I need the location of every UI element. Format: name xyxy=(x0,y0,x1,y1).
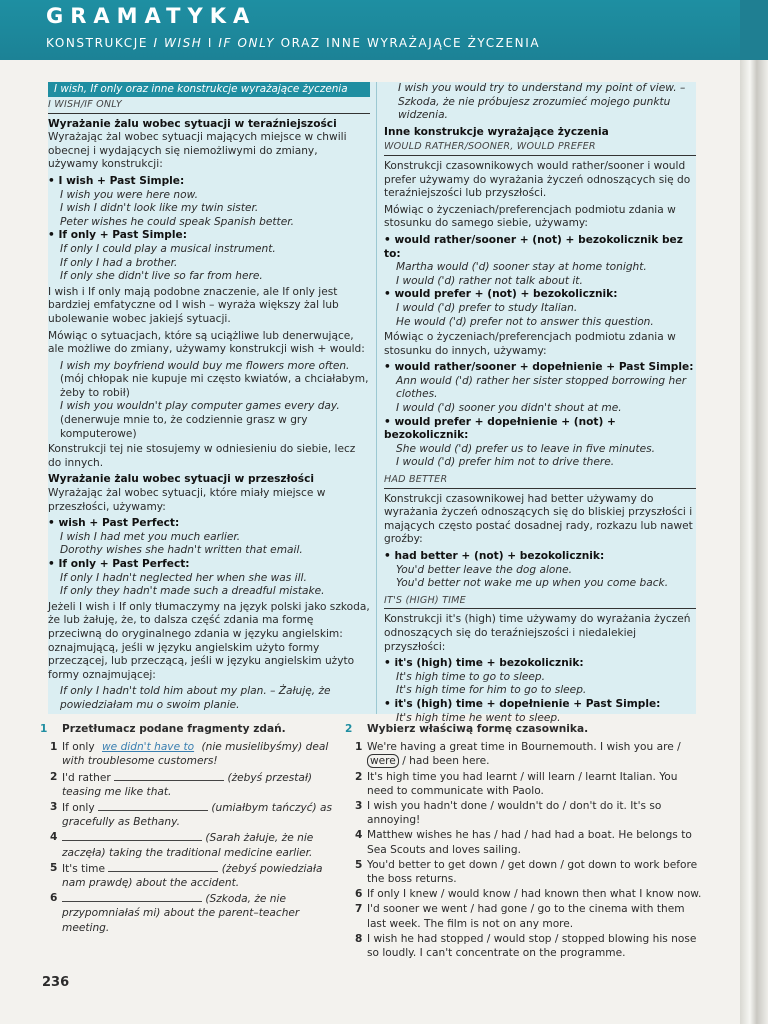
example: I wish you were here now. xyxy=(60,188,198,201)
paragraph: I wish i If only mają podobne znaczenie, ale If only jest bardziej emfatyczne od I wish – wyraża większy żal lub ubolewanie wobec jakiejś sytuacji. xyxy=(48,285,339,325)
exercise-item: 1 If only we didn't have to (nie musielibyśmy) deal with troublesome customers! xyxy=(50,741,329,768)
exercise-item: 7 I'd sooner we went / had gone / go to the cinema with them last week. The film is not on any more. xyxy=(355,903,685,930)
exercise-item: 3 I wish you hadn't done / wouldn't do / don't do it. It's so annoying! xyxy=(355,800,662,827)
exercise-item: 4 Matthew wishes he has / had / had had a boat. He belongs to Sea Scouts and loves sailing. xyxy=(355,829,692,856)
answer-blank[interactable] xyxy=(108,861,218,872)
example: I wish I had met you much earlier. xyxy=(60,530,241,543)
paragraph: Mówiąc o życzeniach/preferencjach podmiotu zdania w stosunku do innych, używamy: xyxy=(384,331,676,357)
example: I wish my boyfriend would buy me flowers more often. xyxy=(60,359,350,372)
example: If only I could play a musical instrument. xyxy=(60,242,276,255)
exercise-title: 2 Wybierz właściwą formę czasownika. xyxy=(345,723,589,735)
exercise-item: 5 It's time (żebyś powiedziała nam prawdę) about the accident. xyxy=(50,861,323,890)
paragraph: Konstrukcji tej nie stosujemy w odniesieniu do siebie, lecz do innych. xyxy=(48,443,356,469)
example: It's high time he went to sleep. xyxy=(396,711,561,724)
example: Ann would ('d) rather her sister stopped borrowing her clothes. xyxy=(396,374,687,401)
example: It's high time to go to sleep. xyxy=(396,670,546,683)
book-spine xyxy=(740,0,768,1024)
rule: • it's (high) time + dopełnienie + Past Simple: xyxy=(384,697,661,710)
example: I wish you wouldn't play computer games every day. xyxy=(60,400,340,413)
exercise-item: 2 It's high time you had learnt / will learn / learnt Italian. You need to communicate with Paolo. xyxy=(355,770,678,797)
example: If only I hadn't told him about my plan. – Żałuję, że powiedziałam mu o swoim planie. xyxy=(60,685,331,711)
grammar-left-column xyxy=(48,82,370,713)
exercise-2 xyxy=(345,722,705,961)
rule: • would prefer + dopełnienie + (not) + bezokolicznik: xyxy=(384,415,616,442)
rule: • would prefer + (not) + bezokolicznik: xyxy=(384,288,618,301)
example: I would ('d) prefer to study Italian. xyxy=(396,301,578,314)
panel-banner: I wish, If only oraz inne konstrukcje wyrażające życzenia xyxy=(48,82,370,97)
exercise-item: 6 (Szkoda, że nie przypomniałaś mi) about the parent–teacher meeting. xyxy=(50,892,300,934)
example: I wish you would try to understand my point of view. – Szkoda, że nie próbujesz zrozumieć mojego punktu widzenia. xyxy=(398,82,686,122)
paragraph: Konstrukcji czasownikowej had better używamy do wyrażania życzeń odnoszących się do bliskiej przyszłości i mających często postać dosadnej rady, rozkazu lub nawet groźby: xyxy=(384,492,693,546)
section-label: WOULD RATHER/SOONER, WOULD PREFER xyxy=(384,140,696,156)
grammar-right-column xyxy=(384,82,696,725)
paragraph: Konstrukcji it's (high) time używamy do wyrażania życzeń odnoszących się do teraźniejszości i niedalekiej przyszłości: xyxy=(384,613,691,653)
rule: • If only + Past Perfect: xyxy=(48,558,190,570)
example: I would ('d) sooner you didn't shout at me. xyxy=(396,402,622,415)
rule: • wish + Past Perfect: xyxy=(48,517,180,530)
example: Dorothy wishes she hadn't written that email. xyxy=(60,544,303,557)
paragraph: Wyrażając żal wobec sytuacji, które miały miejsce w przeszłości, używamy: xyxy=(48,487,326,513)
exercise-item: 1 We're having a great time in Bournemouth. I wish you are / were / had been here. xyxy=(355,741,681,768)
exercise-title: 1 Przetłumacz podane fragmenty zdań. xyxy=(40,723,286,735)
example: She would ('d) prefer us to leave in five minutes. xyxy=(396,442,656,455)
section-subtitle: KONSTRUKCJE I WISH I IF ONLY ORAZ INNE WYRAŻAJĄCE ŻYCZENIA xyxy=(46,36,541,50)
example: He would ('d) prefer not to answer this question. xyxy=(396,315,654,328)
column-divider xyxy=(376,82,377,714)
example: If only they hadn't made such a dreadful mistake. xyxy=(60,585,325,598)
paragraph: Wyrażając żal wobec sytuacji mających miejsce w chwili obecnej i wydających się niemożliwymi do zmiany, używamy konstrukcji: xyxy=(48,131,347,171)
answer-blank[interactable] xyxy=(62,891,202,902)
example: If only I hadn't neglected her when she was ill. xyxy=(60,571,307,584)
page-number: 236 xyxy=(42,975,70,990)
example: Martha would ('d) sooner stay at home tonight. xyxy=(396,261,647,274)
rule: • would rather/sooner + (not) + bezokolicznik bez to: xyxy=(384,233,683,260)
subheading: Inne konstrukcje wyrażające życzenia xyxy=(384,125,609,138)
paragraph: Mówiąc o sytuacjach, które są uciążliwe lub denerwujące, ale możliwe do zmiany, używamy konstrukcji wish + would: xyxy=(48,329,365,356)
example: You'd better not wake me up when you come back. xyxy=(396,577,669,590)
exercise-item: 8 I wish he had stopped / would stop / stopped blowing his nose so loudly. I can't concentrate on the programme. xyxy=(355,932,697,960)
subheading: Wyrażanie żalu wobec sytuacji w przeszłości xyxy=(48,473,315,486)
answer-blank[interactable] xyxy=(114,770,224,781)
exercise-item: 5 You'd better to get down / get down / got down to work before the boss returns. xyxy=(355,858,698,886)
rule: • had better + (not) + bezokolicznik: xyxy=(384,550,605,562)
section-label: IT'S (HIGH) TIME xyxy=(384,594,696,610)
example: I would ('d) rather not talk about it. xyxy=(396,274,583,287)
example: You'd better leave the dog alone. xyxy=(396,563,572,576)
example: Peter wishes he could speak Spanish better. xyxy=(60,215,294,228)
example: I would ('d) prefer him not to drive there. xyxy=(396,456,615,469)
paragraph: Mówiąc o życzeniach/preferencjach podmiotu zdania w stosunku do samego siebie, używamy: xyxy=(384,203,676,230)
handwritten-answer[interactable]: we didn't have to xyxy=(102,741,195,754)
example: It's high time for him to go to sleep. xyxy=(396,684,587,697)
page-header xyxy=(0,0,740,60)
example: If only I had a brother. xyxy=(60,256,178,269)
rule: • it's (high) time + bezokolicznik: xyxy=(384,657,584,670)
exercise-1 xyxy=(40,722,340,936)
rule: • I wish + Past Simple: xyxy=(48,174,185,187)
answer-blank[interactable] xyxy=(98,800,208,811)
rule: • would rather/sooner + dopełnienie + Past Simple: xyxy=(384,361,694,374)
paragraph: Konstrukcji czasownikowych would rather/sooner i would prefer używamy do wyrażania życzeń odnoszących się do teraźniejszości lub przyszłości. xyxy=(384,159,691,200)
exercise-item: 6 If only I knew / would know / had known then what I know now. xyxy=(355,888,702,901)
rule: • If only + Past Simple: xyxy=(48,229,187,242)
example-translation: (denerwuje mnie to, że codziennie grasz w gry komputerowe) xyxy=(60,414,308,440)
subheading: Wyrażanie żalu wobec sytuacji w teraźniejszości xyxy=(48,117,337,130)
exercise-item: 4 (Sarah żałuje, że nie zaczęła) taking the traditional medicine earlier. xyxy=(50,831,314,859)
example: I wish I didn't look like my twin sister. xyxy=(60,202,259,215)
section-title: GRAMATYKA xyxy=(46,4,257,28)
section-label: HAD BETTER xyxy=(384,473,696,489)
example: If only she didn't live so far from here. xyxy=(60,270,263,283)
circled-answer[interactable]: were xyxy=(367,754,399,768)
exercise-item: 3 If only (umiałbym tańczyć) as gracefully as Bethany. xyxy=(50,801,333,829)
paragraph: Jeżeli I wish i If only tłumaczymy na język polski jako szkoda, że lub żałuję, że, to dalsza część zdania ma formę przeciwną do oryginalnego zdania w języku angielskim: oznajmującą, jeśli w języku angielskim użyto formy przeczącej, lub przeczącą, jeśli w języku angielskim użyto formy oznajmującej: xyxy=(48,600,370,681)
section-label: I WISH/IF ONLY xyxy=(48,98,370,114)
answer-blank[interactable] xyxy=(62,830,202,841)
exercise-item: 2 I'd rather (żebyś przestał) teasing me like that. xyxy=(50,770,313,798)
example-translation: (mój chłopak nie kupuje mi często kwiatów, a chciałabym, żeby to robił) xyxy=(60,373,369,399)
